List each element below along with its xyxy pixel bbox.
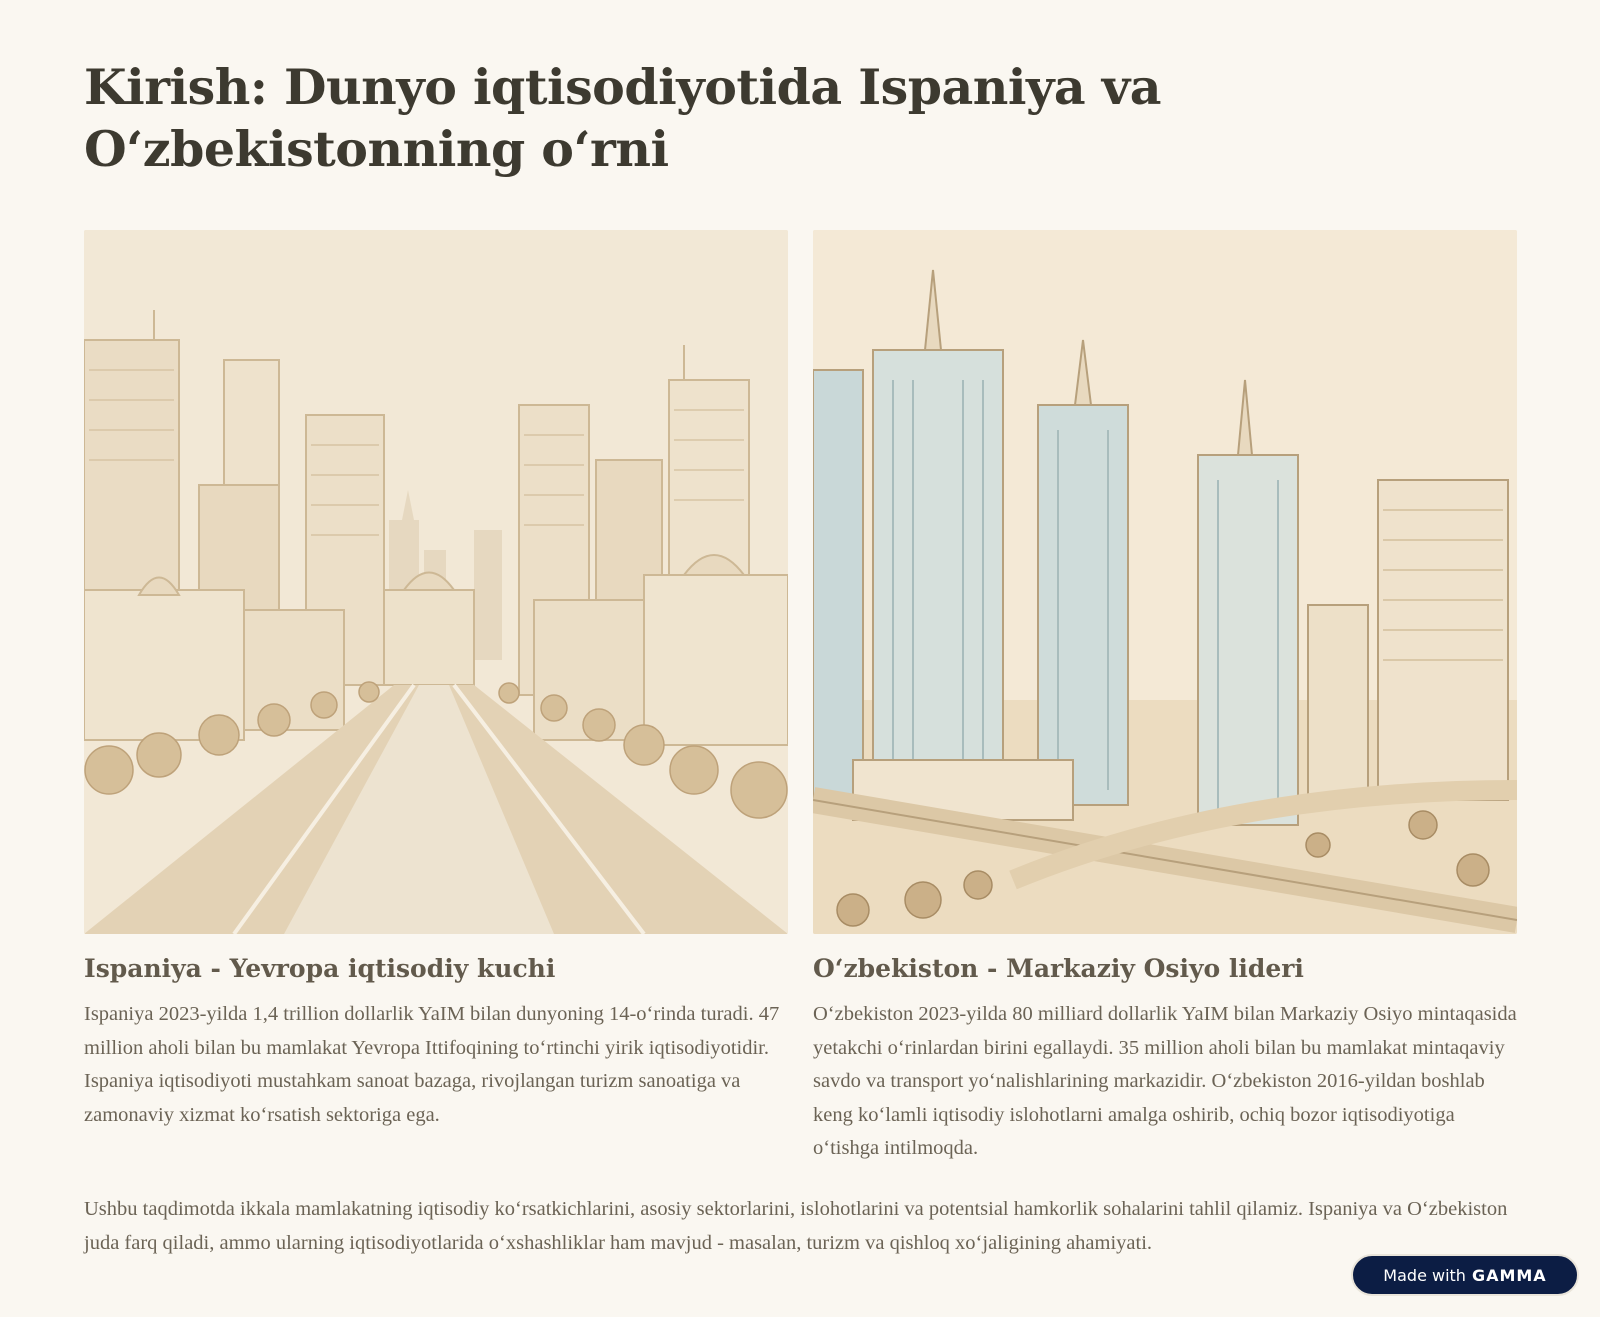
spain-city-illustration — [84, 230, 788, 934]
badge-prefix: Made with — [1383, 1265, 1466, 1285]
uzbekistan-city-illustration — [813, 230, 1517, 934]
gamma-logo: GAMMA — [1471, 1265, 1547, 1285]
card-heading-spain: Ispaniya - Yevropa iqtisodiy kuchi — [84, 954, 556, 983]
card-text-spain: Ispaniya 2023-yilda 1,4 trillion dollarlik YaIM bilan dunyoning 14-oʻrinda turadi. 47 million aholi bilan bu mamlakat Yevropa Ittifoqining toʻrtinchi yirik iqtisodiyotidir. Ispaniya iqtisodiyoti mustahkam sanoat bazaga, rivojlangan turizm sanoatiga va zamonaviy xizmat koʻrsatish sektoriga ega. — [84, 1003, 780, 1126]
card-heading-uzbekistan: Oʻzbekiston - Markaziy Osiyo lideri — [813, 954, 1304, 983]
made-with-gamma-badge[interactable] — [1351, 1254, 1579, 1296]
page-title: Kirish: Dunyo iqtisodiyotida Ispaniya va Oʻzbekistonning oʻrni — [84, 58, 1161, 178]
summary-paragraph: Ushbu taqdimotda ikkala mamlakatning iqtisodiy koʻrsatkichlarini, asosiy sektorlarini, islohotlarini va potentsial hamkorlik sohalarini tahlil qilamiz. Ispaniya va Oʻzbekiston juda farq qiladi, ammo ularning iqtisodiyotlarida oʻxshashliklar ham mavjud - masalan, turizm va qishloq xoʻjaligining ahamiyati. — [84, 1198, 1508, 1254]
card-text-uzbekistan: Oʻzbekiston 2023-yilda 80 milliard dollarlik YaIM bilan Markaziy Osiyo mintaqasida yetakchi oʻrinlardan birini egallaydi. 35 million aholi bilan bu mamlakat mintaqaviy savdo va transport yoʻnalishlarining markazidir. Oʻzbekiston 2016-yildan boshlab keng koʻlamli iqtisodiy islohotlarni amalga oshirib, ochiq bozor iqtisodiyotiga oʻtishga intilmoqda. — [813, 1003, 1517, 1159]
card-spain — [84, 230, 788, 1132]
card-uzbekistan — [813, 230, 1517, 1166]
